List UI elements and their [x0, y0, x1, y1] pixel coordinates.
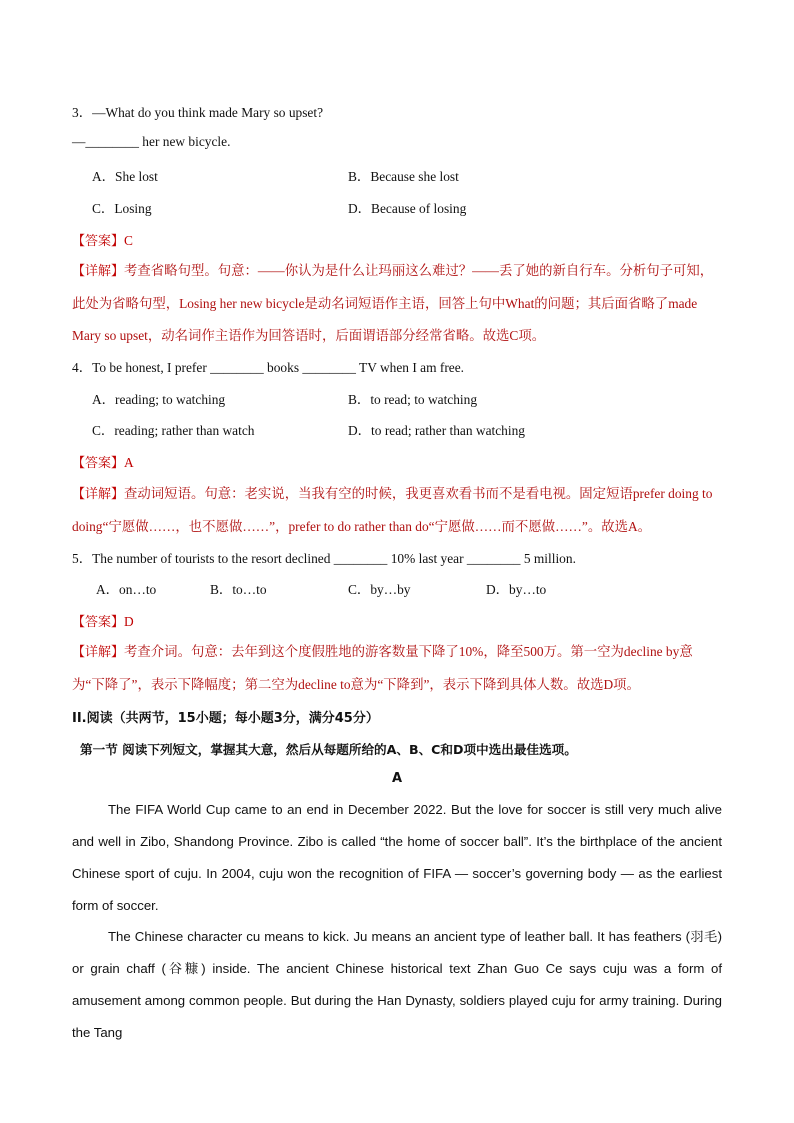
- q3-explanation: [72, 255, 722, 352]
- answer-label: 【答案】: [72, 456, 125, 471]
- q3-option-c: C．Losing: [92, 201, 152, 216]
- q3-blank-line: —________ her new bicycle.: [72, 134, 231, 149]
- passage-paragraph-1: The FIFA World Cup came to an end in December 2022. But the love for soccer is still very much alive and well in Zibo, Shandong Province. Zibo is called “the home of soccer ball”. It’s the birthplace of the ancient Chinese sport of cuju. In 2004, cuju won the recognition of FIFA — soccer’s governing body — as the earliest form of soccer.: [72, 802, 722, 913]
- q4-answer: [72, 452, 134, 471]
- answer-value: C: [124, 233, 133, 248]
- q4-question: 4．To be honest, I prefer ________ books ________ TV when I am free.: [72, 360, 465, 375]
- q5-explanation: [72, 636, 722, 701]
- q3-answer: [72, 230, 133, 249]
- explain-text: 考查省略句型。句意：——你认为是什么让玛丽这么难过？——丢了她的新自行车。分析句子可知，此处为省略句型，Losing her new bicycle是动名词短语作主语，回答上句中What的问题；其后面省略了made Mary so upset，动名词作主语作为回答语时，后面谓语部分经常省略。故选C项。: [72, 263, 714, 343]
- passage-label: A: [391, 771, 403, 786]
- explain-text: 查动词短语。句意：老实说，当我有空的时候，我更喜欢看书而不是看电视。固定短语prefer doing to doing“宁愿做……，也不愿做……”，prefer to do rather than do“宁愿做……而不愿做……”。故选A。: [72, 486, 713, 534]
- q4-option-b: B．to read; to watching: [348, 392, 478, 407]
- q3-option-a: A．She lost: [92, 169, 158, 184]
- section-instruction: 第一节 阅读下列短文，掌握其大意，然后从每题所给的A、B、C和D项中选出最佳选项。: [80, 742, 577, 757]
- answer-label: 【答案】: [72, 234, 125, 249]
- q4-option-c: C．reading; rather than watch: [92, 423, 255, 438]
- q4-option-a: A．reading; to watching: [92, 392, 226, 407]
- q3-option-d: D．Because of losing: [348, 201, 467, 216]
- answer-value: A: [124, 455, 134, 470]
- q4-explanation: [72, 478, 722, 543]
- explain-label: 【详解】: [72, 487, 125, 502]
- q4-option-d: D．to read; rather than watching: [348, 423, 525, 438]
- q5-option-d: D．by…to: [486, 582, 547, 597]
- answer-label: 【答案】: [72, 615, 125, 630]
- answer-value: D: [124, 614, 134, 629]
- q5-option-c: C．by…by: [348, 582, 411, 597]
- section-title: II.阅读（共两节，15小题；每小题3分，满分45分）: [72, 711, 379, 726]
- q3-question: 3．—What do you think made Mary so upset?: [72, 105, 324, 120]
- passage-paragraph-2: The Chinese character cu means to kick. Ju means an ancient type of leather ball. It has feathers (羽毛) or grain chaff (谷糠) inside. The ancient Chinese historical text Zhan Guo Ce says cuju was a form of amusement among common people. But during the Han Dynasty, soldiers played cuju for army training. During the Tang: [72, 929, 722, 1040]
- q5-question: 5．The number of tourists to the resort declined ________ 10% last year ________ 5 million.: [72, 551, 576, 566]
- q5-answer: [72, 611, 134, 630]
- q5-option-a: A．on…to: [96, 582, 157, 597]
- explain-label: 【详解】: [72, 645, 125, 660]
- q5-option-b: B．to…to: [210, 582, 267, 597]
- explain-text: 考查介词。句意：去年到这个度假胜地的游客数量下降了10%，降至500万。第一空为decline by意为“下降了”，表示下降幅度；第二空为decline to意为“下降到”，表示下降到具体人数。故选D项。: [72, 644, 693, 692]
- q3-option-b: B．Because she lost: [348, 169, 459, 184]
- explain-label: 【详解】: [72, 264, 125, 279]
